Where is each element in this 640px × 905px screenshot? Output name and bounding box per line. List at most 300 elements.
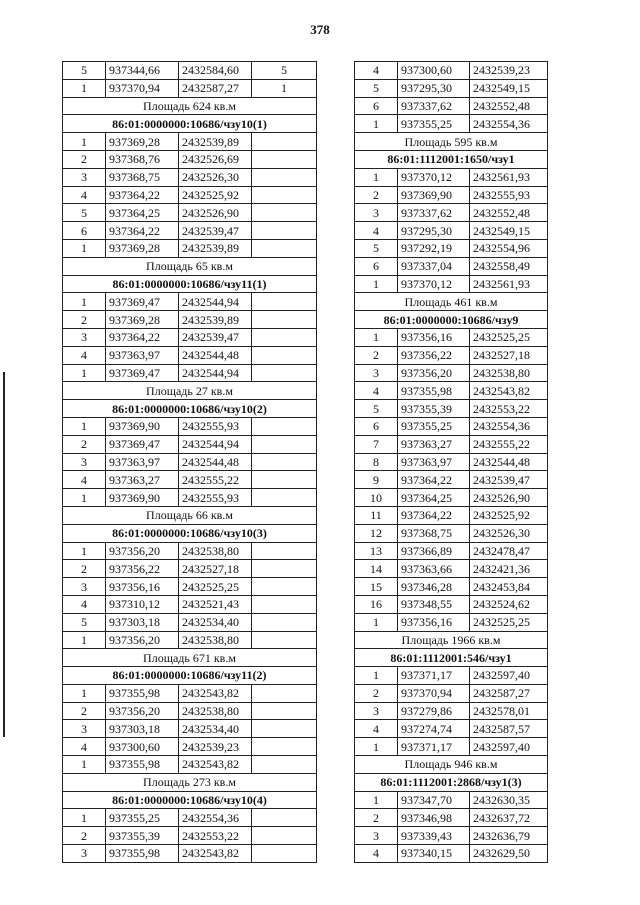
point-number: 1 <box>63 133 106 151</box>
point-row <box>63 62 317 80</box>
y-coordinate: 2432539,47 <box>470 471 548 489</box>
y-coordinate: 2432526,30 <box>179 168 252 186</box>
cadastral-number-row <box>63 400 317 418</box>
point-row <box>355 79 548 97</box>
point-number: 2 <box>63 702 106 720</box>
cadastral-number-row <box>63 791 317 809</box>
area-label: Площадь 66 кв.м <box>63 506 317 524</box>
point-row <box>355 62 548 80</box>
point-row <box>355 667 548 685</box>
cadastral-number: 86:01:0000000:10686/чзу9 <box>355 311 548 329</box>
point-number: 16 <box>355 595 398 613</box>
point-number: 1 <box>355 328 398 346</box>
extra-point-number <box>252 328 317 346</box>
y-coordinate: 2432554,36 <box>470 115 548 133</box>
point-row <box>63 827 317 845</box>
margin-bar <box>3 372 5 737</box>
area-row <box>63 649 317 667</box>
point-number: 2 <box>355 346 398 364</box>
point-row <box>355 595 548 613</box>
extra-point-number <box>252 453 317 471</box>
extra-point-number <box>252 204 317 222</box>
y-coordinate: 2432555,93 <box>179 417 252 435</box>
point-row <box>63 809 317 827</box>
area-label: Площадь 595 кв.м <box>355 133 548 151</box>
area-row <box>63 773 317 791</box>
point-row <box>355 275 548 293</box>
cadastral-number-row <box>63 667 317 685</box>
x-coordinate: 937364,25 <box>106 204 179 222</box>
y-coordinate: 2432526,69 <box>179 150 252 168</box>
cadastral-number-row <box>63 524 317 542</box>
x-coordinate: 937370,12 <box>398 275 470 293</box>
area-row <box>355 756 548 774</box>
point-row <box>355 845 548 863</box>
y-coordinate: 2432587,27 <box>470 684 548 702</box>
area-label: Площадь 1966 кв.м <box>355 631 548 649</box>
cadastral-number-row <box>355 773 548 791</box>
y-coordinate: 2432525,25 <box>470 328 548 346</box>
area-row <box>63 257 317 275</box>
point-row <box>355 222 548 240</box>
x-coordinate: 937363,97 <box>106 346 179 364</box>
y-coordinate: 2432561,93 <box>470 275 548 293</box>
y-coordinate: 2432543,82 <box>179 684 252 702</box>
y-coordinate: 2432538,80 <box>179 542 252 560</box>
extra-point-number <box>252 364 317 382</box>
extra-point-number <box>252 417 317 435</box>
x-coordinate: 937363,97 <box>106 453 179 471</box>
y-coordinate: 2432630,35 <box>470 791 548 809</box>
y-coordinate: 2432578,01 <box>470 702 548 720</box>
extra-point-number <box>252 293 317 311</box>
x-coordinate: 937355,98 <box>106 756 179 774</box>
x-coordinate: 937363,27 <box>106 471 179 489</box>
y-coordinate: 2432587,27 <box>179 79 252 97</box>
x-coordinate: 937364,22 <box>106 222 179 240</box>
y-coordinate: 2432524,62 <box>470 595 548 613</box>
point-row <box>63 222 317 240</box>
x-coordinate: 937347,70 <box>398 791 470 809</box>
point-number: 10 <box>355 489 398 507</box>
y-coordinate: 2432544,94 <box>179 364 252 382</box>
point-row <box>63 311 317 329</box>
point-number: 2 <box>63 311 106 329</box>
y-coordinate: 2432544,48 <box>179 346 252 364</box>
y-coordinate: 2432637,72 <box>470 809 548 827</box>
point-row <box>63 578 317 596</box>
x-coordinate: 937346,98 <box>398 809 470 827</box>
x-coordinate: 937363,27 <box>398 435 470 453</box>
extra-point-number <box>252 845 317 863</box>
point-number: 3 <box>355 702 398 720</box>
extra-point-number <box>252 595 317 613</box>
x-coordinate: 937356,20 <box>106 631 179 649</box>
point-number: 1 <box>63 293 106 311</box>
extra-point-number <box>252 222 317 240</box>
area-label: Площадь 946 кв.м <box>355 756 548 774</box>
point-row <box>63 595 317 613</box>
point-number: 1 <box>355 738 398 756</box>
x-coordinate: 937369,28 <box>106 311 179 329</box>
point-row <box>355 791 548 809</box>
point-row <box>355 328 548 346</box>
point-row <box>355 115 548 133</box>
point-row <box>355 489 548 507</box>
area-label: Площадь 624 кв.м <box>63 97 317 115</box>
y-coordinate: 2432555,93 <box>470 186 548 204</box>
area-label: Площадь 671 кв.м <box>63 649 317 667</box>
point-number: 1 <box>355 168 398 186</box>
point-number: 2 <box>63 150 106 168</box>
extra-point-number <box>252 542 317 560</box>
point-number: 1 <box>63 631 106 649</box>
x-coordinate: 937370,94 <box>106 79 179 97</box>
point-row <box>63 150 317 168</box>
point-row <box>355 524 548 542</box>
extra-point-number <box>252 489 317 507</box>
point-number: 2 <box>355 684 398 702</box>
point-number: 4 <box>63 471 106 489</box>
point-number: 13 <box>355 542 398 560</box>
point-number: 1 <box>355 791 398 809</box>
y-coordinate: 2432555,93 <box>179 489 252 507</box>
y-coordinate: 2432552,48 <box>470 97 548 115</box>
page-number: 378 <box>310 22 330 37</box>
area-row <box>355 133 548 151</box>
point-number: 3 <box>63 328 106 346</box>
point-number: 14 <box>355 560 398 578</box>
y-coordinate: 2432539,89 <box>179 133 252 151</box>
point-row <box>355 417 548 435</box>
point-row <box>355 720 548 738</box>
extra-point-number <box>252 435 317 453</box>
y-coordinate: 2432544,48 <box>470 453 548 471</box>
extra-point-number <box>252 471 317 489</box>
y-coordinate: 2432538,80 <box>179 631 252 649</box>
x-coordinate: 937337,04 <box>398 257 470 275</box>
y-coordinate: 2432538,80 <box>470 364 548 382</box>
x-coordinate: 937363,66 <box>398 560 470 578</box>
y-coordinate: 2432526,90 <box>179 204 252 222</box>
point-row <box>355 702 548 720</box>
x-coordinate: 937337,62 <box>398 204 470 222</box>
point-row <box>63 417 317 435</box>
point-number: 2 <box>63 827 106 845</box>
y-coordinate: 2432543,82 <box>179 756 252 774</box>
y-coordinate: 2432526,90 <box>470 489 548 507</box>
area-label: Площадь 65 кв.м <box>63 257 317 275</box>
y-coordinate: 2432558,49 <box>470 257 548 275</box>
point-row <box>355 809 548 827</box>
point-number: 5 <box>355 400 398 418</box>
point-number: 1 <box>355 667 398 685</box>
cadastral-number-row <box>355 649 548 667</box>
cadastral-number: 86:01:0000000:10686/чзу10(4) <box>63 791 317 809</box>
y-coordinate: 2432527,18 <box>179 560 252 578</box>
x-coordinate: 937369,28 <box>106 239 179 257</box>
point-number: 3 <box>63 720 106 738</box>
point-number: 1 <box>63 239 106 257</box>
point-number: 1 <box>63 417 106 435</box>
point-number: 9 <box>355 471 398 489</box>
x-coordinate: 937369,90 <box>398 186 470 204</box>
point-number: 4 <box>63 186 106 204</box>
x-coordinate: 937356,22 <box>398 346 470 364</box>
point-number: 3 <box>355 827 398 845</box>
point-number: 2 <box>355 186 398 204</box>
extra-point-number <box>252 613 317 631</box>
area-row <box>63 382 317 400</box>
point-row <box>355 506 548 524</box>
y-coordinate: 2432584,60 <box>179 62 252 80</box>
point-number: 4 <box>63 346 106 364</box>
y-coordinate: 2432539,89 <box>179 311 252 329</box>
point-row <box>355 542 548 560</box>
extra-point-number <box>252 578 317 596</box>
y-coordinate: 2432534,40 <box>179 613 252 631</box>
y-coordinate: 2432549,15 <box>470 222 548 240</box>
y-coordinate: 2432561,93 <box>470 168 548 186</box>
x-coordinate: 937356,16 <box>398 613 470 631</box>
point-row <box>63 79 317 97</box>
x-coordinate: 937369,47 <box>106 364 179 382</box>
point-row <box>63 239 317 257</box>
y-coordinate: 2432525,92 <box>179 186 252 204</box>
point-number: 4 <box>355 845 398 863</box>
y-coordinate: 2432549,15 <box>470 79 548 97</box>
point-number: 4 <box>355 222 398 240</box>
point-row <box>63 489 317 507</box>
point-number: 6 <box>355 257 398 275</box>
y-coordinate: 2432526,30 <box>470 524 548 542</box>
point-row <box>63 204 317 222</box>
point-row <box>355 257 548 275</box>
point-number: 5 <box>355 239 398 257</box>
area-row <box>63 97 317 115</box>
point-number: 1 <box>355 613 398 631</box>
point-row <box>63 756 317 774</box>
point-number: 3 <box>63 845 106 863</box>
cadastral-number: 86:01:0000000:10686/чзу10(2) <box>63 400 317 418</box>
x-coordinate: 937370,12 <box>398 168 470 186</box>
point-row <box>63 560 317 578</box>
point-row <box>355 186 548 204</box>
y-coordinate: 2432544,94 <box>179 293 252 311</box>
extra-point-number <box>252 186 317 204</box>
extra-point-number <box>252 311 317 329</box>
point-row <box>63 346 317 364</box>
y-coordinate: 2432553,22 <box>470 400 548 418</box>
point-row <box>63 168 317 186</box>
x-coordinate: 937303,18 <box>106 720 179 738</box>
extra-point-number <box>252 720 317 738</box>
point-row <box>63 631 317 649</box>
point-number: 4 <box>63 595 106 613</box>
x-coordinate: 937344,66 <box>106 62 179 80</box>
point-row <box>355 400 548 418</box>
y-coordinate: 2432636,79 <box>470 827 548 845</box>
x-coordinate: 937300,60 <box>106 738 179 756</box>
cadastral-number: 86:01:0000000:10686/чзу10(3) <box>63 524 317 542</box>
x-coordinate: 937355,98 <box>106 845 179 863</box>
point-number: 6 <box>63 222 106 240</box>
point-row <box>355 239 548 257</box>
y-coordinate: 2432554,36 <box>470 417 548 435</box>
cadastral-number: 86:01:1112001:1650/чзу1 <box>355 150 548 168</box>
point-row <box>355 435 548 453</box>
x-coordinate: 937346,28 <box>398 578 470 596</box>
x-coordinate: 937292,19 <box>398 239 470 257</box>
y-coordinate: 2432544,94 <box>179 435 252 453</box>
extra-point-number <box>252 684 317 702</box>
y-coordinate: 2432421,36 <box>470 560 548 578</box>
x-coordinate: 937348,55 <box>398 595 470 613</box>
extra-point-number: 5 <box>252 62 317 80</box>
area-label: Площадь 273 кв.м <box>63 773 317 791</box>
x-coordinate: 937355,98 <box>398 382 470 400</box>
y-coordinate: 2432539,47 <box>179 328 252 346</box>
point-row <box>63 471 317 489</box>
point-row <box>355 453 548 471</box>
point-number: 6 <box>355 97 398 115</box>
point-number: 1 <box>63 809 106 827</box>
point-row <box>355 560 548 578</box>
point-number: 7 <box>355 435 398 453</box>
point-row <box>355 364 548 382</box>
point-number: 1 <box>63 684 106 702</box>
area-row <box>63 506 317 524</box>
point-number: 12 <box>355 524 398 542</box>
point-number: 1 <box>63 79 106 97</box>
y-coordinate: 2432554,96 <box>470 239 548 257</box>
extra-point-number: 1 <box>252 79 317 97</box>
extra-point-number <box>252 168 317 186</box>
point-number: 3 <box>355 204 398 222</box>
x-coordinate: 937295,30 <box>398 79 470 97</box>
coordinates-table-right <box>354 61 548 863</box>
cadastral-number: 86:01:0000000:10686/чзу11(1) <box>63 275 317 293</box>
point-number: 5 <box>355 79 398 97</box>
extra-point-number <box>252 827 317 845</box>
point-number: 15 <box>355 578 398 596</box>
point-number: 4 <box>355 720 398 738</box>
y-coordinate: 2432587,57 <box>470 720 548 738</box>
y-coordinate: 2432543,82 <box>470 382 548 400</box>
point-number: 1 <box>355 275 398 293</box>
point-row <box>355 684 548 702</box>
point-row <box>355 168 548 186</box>
extra-point-number <box>252 560 317 578</box>
extra-point-number <box>252 150 317 168</box>
point-number: 5 <box>63 613 106 631</box>
point-row <box>63 133 317 151</box>
point-row <box>355 204 548 222</box>
extra-point-number <box>252 809 317 827</box>
x-coordinate: 937371,17 <box>398 738 470 756</box>
point-number: 5 <box>63 62 106 80</box>
y-coordinate: 2432553,22 <box>179 827 252 845</box>
point-number: 3 <box>355 364 398 382</box>
extra-point-number <box>252 346 317 364</box>
point-row <box>63 720 317 738</box>
point-row <box>63 186 317 204</box>
point-number: 11 <box>355 506 398 524</box>
x-coordinate: 937369,47 <box>106 435 179 453</box>
point-row <box>63 435 317 453</box>
y-coordinate: 2432527,18 <box>470 346 548 364</box>
y-coordinate: 2432534,40 <box>179 720 252 738</box>
x-coordinate: 937310,12 <box>106 595 179 613</box>
x-coordinate: 937364,25 <box>398 489 470 507</box>
cadastral-number-row <box>355 150 548 168</box>
y-coordinate: 2432597,40 <box>470 738 548 756</box>
y-coordinate: 2432538,80 <box>179 702 252 720</box>
y-coordinate: 2432555,22 <box>470 435 548 453</box>
point-number: 2 <box>63 435 106 453</box>
extra-point-number <box>252 133 317 151</box>
x-coordinate: 937355,25 <box>106 809 179 827</box>
x-coordinate: 937371,17 <box>398 667 470 685</box>
x-coordinate: 937340,15 <box>398 845 470 863</box>
cadastral-number-row <box>355 311 548 329</box>
extra-point-number <box>252 756 317 774</box>
point-number: 4 <box>355 62 398 80</box>
cadastral-number: 86:01:1112001:546/чзу1 <box>355 649 548 667</box>
point-row <box>63 702 317 720</box>
x-coordinate: 937364,22 <box>106 186 179 204</box>
y-coordinate: 2432478,47 <box>470 542 548 560</box>
point-row <box>63 364 317 382</box>
point-row <box>63 684 317 702</box>
x-coordinate: 937355,98 <box>106 684 179 702</box>
point-number: 1 <box>355 115 398 133</box>
y-coordinate: 2432525,25 <box>179 578 252 596</box>
x-coordinate: 937355,25 <box>398 417 470 435</box>
point-number: 2 <box>63 560 106 578</box>
point-row <box>355 613 548 631</box>
x-coordinate: 937368,75 <box>398 524 470 542</box>
point-number: 5 <box>63 204 106 222</box>
x-coordinate: 937355,25 <box>398 115 470 133</box>
y-coordinate: 2432525,92 <box>470 506 548 524</box>
x-coordinate: 937339,43 <box>398 827 470 845</box>
extra-point-number <box>252 738 317 756</box>
point-number: 4 <box>63 738 106 756</box>
x-coordinate: 937355,39 <box>398 400 470 418</box>
point-row <box>355 827 548 845</box>
x-coordinate: 937279,86 <box>398 702 470 720</box>
y-coordinate: 2432597,40 <box>470 667 548 685</box>
x-coordinate: 937364,22 <box>398 471 470 489</box>
cadastral-number: 86:01:0000000:10686/чзу11(2) <box>63 667 317 685</box>
x-coordinate: 937356,20 <box>398 364 470 382</box>
point-row <box>63 738 317 756</box>
y-coordinate: 2432555,22 <box>179 471 252 489</box>
x-coordinate: 937356,20 <box>106 542 179 560</box>
y-coordinate: 2432525,25 <box>470 613 548 631</box>
y-coordinate: 2432552,48 <box>470 204 548 222</box>
y-coordinate: 2432554,36 <box>179 809 252 827</box>
x-coordinate: 937369,90 <box>106 417 179 435</box>
y-coordinate: 2432543,82 <box>179 845 252 863</box>
extra-point-number <box>252 239 317 257</box>
cadastral-number: 86:01:0000000:10686/чзу10(1) <box>63 115 317 133</box>
x-coordinate: 937274,74 <box>398 720 470 738</box>
point-row <box>355 738 548 756</box>
x-coordinate: 937366,89 <box>398 542 470 560</box>
y-coordinate: 2432521,43 <box>179 595 252 613</box>
